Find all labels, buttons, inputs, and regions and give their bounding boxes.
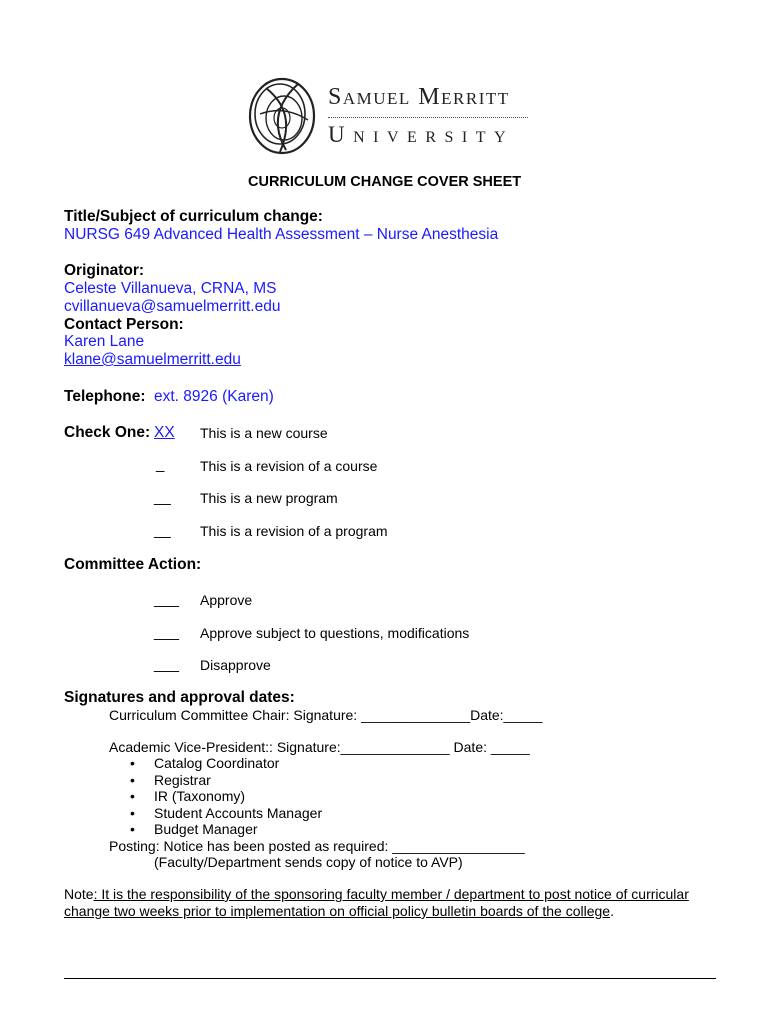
logo-line-2: University (328, 122, 515, 147)
logo-divider (328, 117, 528, 118)
note-text-1: : It is the responsibility of the sponsoring faculty member / department to post notice of curricular (93, 886, 689, 902)
list-item: • Student Accounts Manager (128, 805, 322, 822)
originator-email[interactable]: cvillanueva@samuelmerritt.edu (64, 298, 281, 315)
option-new-course: This is a new course (200, 425, 328, 441)
note-text-2: change two weeks prior to implementation on official policy bulletin boards of the college (64, 903, 611, 919)
posting-line[interactable]: Posting: Notice has been posted as required: _________________ (109, 838, 525, 854)
contact-label: Contact Person: (64, 316, 184, 333)
committee-mark-approve-subject[interactable]: ___ (154, 624, 180, 641)
list-item: • Budget Manager (128, 821, 322, 838)
committee-action-label: Committee Action: (64, 556, 202, 573)
note-line-1 (64, 886, 689, 902)
university-logo (246, 74, 536, 158)
note-line-2 (64, 903, 614, 919)
logo-line-1: Samuel Merritt (328, 84, 510, 110)
subject-value: NURSG 649 Advanced Health Assessment – Nurse Anesthesia (64, 226, 499, 243)
note-prefix: Note (64, 886, 94, 902)
originator-label: Originator: (64, 262, 145, 279)
check-mark-revision-course[interactable]: _ (156, 456, 165, 473)
contact-name: Karen Lane (64, 333, 145, 350)
option-revision-course: This is a revision of a course (200, 458, 378, 474)
committee-option-disapprove: Disapprove (200, 657, 271, 673)
page-title: CURRICULUM CHANGE COVER SHEET (248, 174, 522, 190)
list-item: • Registrar (128, 772, 322, 789)
chair-signature-line[interactable]: Curriculum Committee Chair: Signature: ______________Date:_____ (109, 707, 543, 723)
committee-mark-approve[interactable]: ___ (154, 591, 180, 608)
originator-name: Celeste Villanueva, CRNA, MS (64, 280, 277, 297)
committee-mark-disapprove[interactable]: ___ (154, 656, 180, 673)
note-suffix: . (610, 903, 614, 919)
notification-list (128, 755, 322, 838)
list-item: • Catalog Coordinator (128, 755, 322, 772)
check-mark-new-program[interactable]: __ (154, 489, 171, 506)
footer-divider (64, 978, 716, 979)
posting-note: (Faculty/Department sends copy of notice to AVP) (154, 854, 463, 870)
university-seal-icon (246, 74, 320, 158)
contact-email-link[interactable]: klane@samuelmerritt.edu (64, 351, 241, 368)
committee-option-approve-subject: Approve subject to questions, modifications (200, 625, 470, 641)
option-new-program: This is a new program (200, 490, 338, 506)
list-item: • IR (Taxonomy) (128, 788, 322, 805)
check-mark-revision-program[interactable]: __ (154, 522, 171, 539)
telephone-label: Telephone: (64, 388, 146, 405)
avp-signature-line[interactable]: Academic Vice-President:: Signature:______________ Date: _____ (109, 739, 530, 755)
subject-label: Title/Subject of curriculum change: (64, 208, 323, 225)
check-mark-new-course[interactable]: XX (154, 424, 175, 441)
check-one-label: Check One: (64, 424, 151, 441)
committee-option-approve: Approve (200, 592, 253, 608)
option-revision-program: This is a revision of a program (200, 523, 388, 539)
signatures-label: Signatures and approval dates: (64, 689, 295, 706)
telephone-value: ext. 8926 (Karen) (154, 388, 274, 405)
